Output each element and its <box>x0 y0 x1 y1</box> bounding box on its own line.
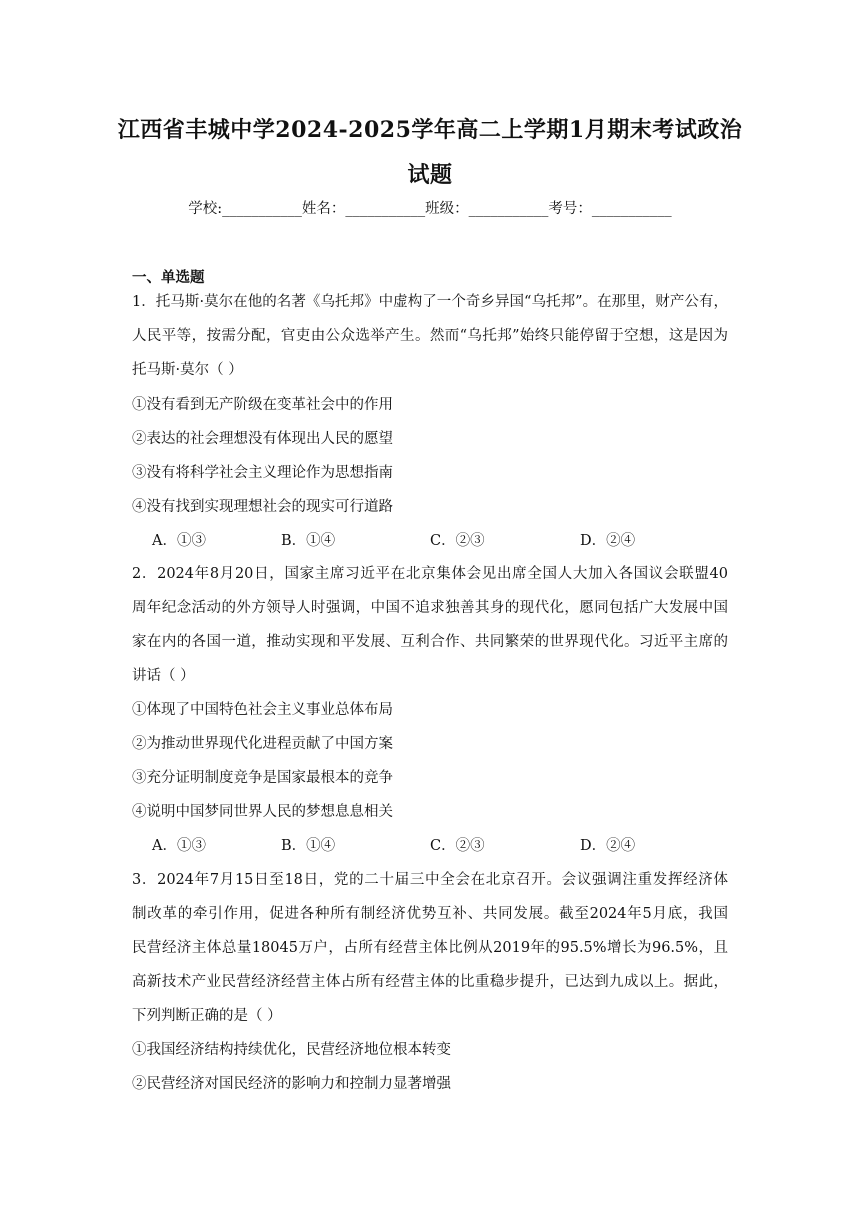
q2-item-4: ④说明中国梦同世界人民的梦想息息相关 <box>132 804 393 820</box>
q1-item-1: ①没有看到无产阶级在变革社会中的作用 <box>132 397 393 413</box>
q2-option-c[interactable]: C．②③ <box>430 838 485 854</box>
q1-stem-line-1: 1．托马斯·莫尔在他的名著《乌托邦》中虚构了一个奇乡异国“乌托邦”。在那里，财产公有， <box>132 294 728 310</box>
q2-option-d[interactable]: D．②④ <box>580 838 636 854</box>
q1-option-a[interactable]: A．①③ <box>152 533 206 549</box>
q2-option-b[interactable]: B．①④ <box>281 838 336 854</box>
q1-option-b[interactable]: B．①④ <box>281 533 336 549</box>
q1-option-d[interactable]: D．②④ <box>580 533 636 549</box>
q1-item-2: ②表达的社会理想没有体现出人民的愿望 <box>132 431 393 447</box>
section-heading: 一、单选题 <box>132 269 205 286</box>
q3-stem-line-1: 3．2024年7月15日至18日，党的二十届三中全会在北京召开。会议强调注重发挥经济体 <box>132 872 728 888</box>
q2-item-3: ③充分证明制度竞争是国家最根本的竞争 <box>132 770 393 786</box>
q3-stem-line-5: 下列判断正确的是（ ） <box>132 1008 282 1024</box>
q1-option-c[interactable]: C．②③ <box>430 533 485 549</box>
q2-option-a[interactable]: A．①③ <box>152 838 206 854</box>
q3-item-1: ①我国经济结构持续优化，民营经济地位根本转变 <box>132 1042 451 1058</box>
q3-stem-line-3: 民营经济主体总量18045万户，占所有经营主体比例从2019年的95.5%增长为96.5%，且 <box>132 940 728 956</box>
student-info-text: 学校:___________姓名：___________班级：___________考号：___________ <box>188 201 672 217</box>
q2-stem-line-3: 家在内的各国一道，推动实现和平发展、互利合作、共同繁荣的世界现代化。习近平主席的 <box>132 634 728 650</box>
q2-item-1: ①体现了中国特色社会主义事业总体布局 <box>132 702 393 718</box>
q1-item-4: ④没有找到实现理想社会的现实可行道路 <box>132 499 393 515</box>
student-info-line <box>0 197 860 218</box>
q2-stem-line-4: 讲话（ ） <box>132 668 195 684</box>
q2-stem-line-1: 2．2024年8月20日，国家主席习近平在北京集体会见出席全国人大加入各国议会联盟40 <box>132 566 728 582</box>
q3-item-2: ②民营经济对国民经济的影响力和控制力显著增强 <box>132 1076 451 1092</box>
q1-stem-line-3: 托马斯·莫尔（ ） <box>132 362 243 378</box>
exam-title-line-2: 试题 <box>407 162 453 188</box>
q3-stem-line-4: 高新技术产业民营经济经营主体占所有经营主体的比重稳步提升，已达到九成以上。据此， <box>132 974 728 990</box>
q3-stem-line-2: 制改革的牵引作用，促进各种所有制经济优势互补、共同发展。截至2024年5月底，我国 <box>132 906 728 922</box>
q1-item-3: ③没有将科学社会主义理论作为思想指南 <box>132 465 393 481</box>
exam-title-line-1: 江西省丰城中学2024-2025学年高二上学期1月期末考试政治 <box>117 117 743 143</box>
q1-stem-line-2: 人民平等，按需分配，官吏由公众选举产生。然而“乌托邦”始终只能停留于空想，这是因为 <box>132 328 728 344</box>
q2-stem-line-2: 周年纪念活动的外方领导人时强调，中国不追求独善其身的现代化，愿同包括广大发展中国 <box>132 600 728 616</box>
q2-item-2: ②为推动世界现代化进程贡献了中国方案 <box>132 736 393 752</box>
